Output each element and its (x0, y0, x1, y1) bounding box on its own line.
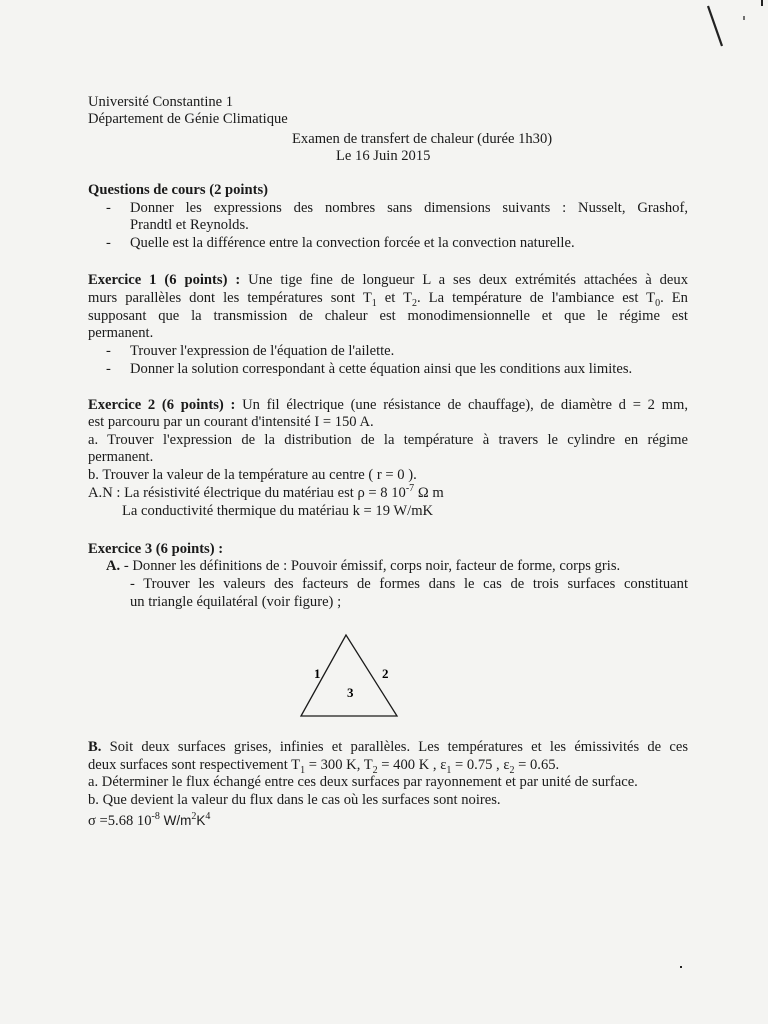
ex2-title: Exercice 2 (6 points) : (88, 397, 236, 413)
cours-q2: Quelle est la différence entre la convection forcée et la convection naturelle. (130, 235, 575, 251)
ex1-line4: permanent. (88, 325, 154, 341)
sigma-constant: σ =5.68 $10^{-8}$ $W/m^2K^4$ (88, 811, 211, 829)
scan-speck (680, 966, 682, 968)
ex1-line1: Exercice 1 (6 points) : Une tige fine de longueur L a ses deux extrémités attachées à deux (88, 272, 688, 288)
ex1-bullet1: Trouver l'expression de l'équation de l'ailette. (130, 343, 395, 359)
surface-label-2: 2 (382, 666, 389, 681)
cours-q1-line2: Prandtl et Reynolds. (130, 217, 249, 233)
triangle-figure (296, 630, 406, 720)
bullet-dash: - (106, 361, 111, 377)
university-name: Université Constantine 1 (88, 94, 234, 110)
bullet-dash: - (106, 200, 111, 216)
exam-title: Examen de transfert de chaleur (durée 1h30) (292, 131, 553, 147)
ex2-an-line2: La conductivité thermique du matériau k = 19 W/mK (122, 503, 434, 519)
ex3-A-line3: un triangle équilatéral (voir figure) ; (130, 594, 342, 610)
surface-label-3: 3 (347, 685, 354, 700)
ex1-bullet2: Donner la solution correspondant à cette équation ainsi que les conditions aux limites. (130, 361, 633, 377)
scan-mark-slash (700, 0, 768, 60)
ex1-line2: murs parallèles dont les températures sont $T_1$ et $T_2$. La température de l'ambiance est $T_0$. En (88, 290, 688, 309)
ex2-a-line2: permanent. (88, 449, 154, 465)
ex2-b: b. Trouver la valeur de la température au centre ( r = 0 ). (88, 467, 417, 483)
ex3-A-label: A. (106, 558, 121, 574)
ex3-A-line1: A. - Donner les définitions de : Pouvoir émissif, corps noir, facteur de forme, corps gris. (106, 558, 621, 574)
ex3-B-line2: deux surfaces sont respectivement $T_1 = 300$ K, $T_2 = 400$ K , $\varepsilon_1 = 0.75$ , $\varepsilon_2 = 0.65$. (88, 757, 560, 776)
ex2-a-line1: a. Trouver l'expression de la distribution de la température à travers le cylindre en régime (88, 432, 688, 448)
ex2-an-line1: A.N : La résistivité électrique du matériau est ρ = 8 $10^{-7}$ Ω m (88, 483, 444, 501)
surface-label-1: 1 (314, 666, 321, 681)
bullet-dash: - (106, 235, 111, 251)
department-name: Département de Génie Climatique (88, 111, 288, 127)
ex3-B-label: B. (88, 739, 102, 755)
ex3-A-line2: - Trouver les valeurs des facteurs de formes dans le cas de trois surfaces constituant (130, 576, 688, 592)
ex3-B-line1: B. Soit deux surfaces grises, infinies et parallèles. Les températures et les émissivités de ces (88, 739, 688, 755)
ex1-line3: supposant que la transmission de chaleur est monodimensionnelle et que le régime est (88, 308, 688, 324)
ex3-B-b: b. Que devient la valeur du flux dans le cas où les surfaces sont noires. (88, 792, 501, 808)
bullet-dash: - (106, 343, 111, 359)
ex2-line1: Exercice 2 (6 points) : Un fil électrique (une résistance de chauffage), de diamètre d = 2 mm, (88, 397, 689, 413)
exam-date: Le 16 Juin 2015 (336, 148, 431, 164)
ex3-B-a: a. Déterminer le flux échangé entre ces deux surfaces par rayonnement et par unité de surface. (88, 774, 638, 790)
ex3-title: Exercice 3 (6 points) : (88, 541, 224, 557)
ex2-line2: est parcouru par un courant d'intensité I = 150 A. (88, 414, 374, 430)
cours-title: Questions de cours (2 points) (88, 182, 269, 198)
cours-q1-line1: Donner les expressions des nombres sans dimensions suivants : Nusselt, Grashof, (130, 200, 688, 216)
ex1-title: Exercice 1 (6 points) : (88, 272, 241, 288)
